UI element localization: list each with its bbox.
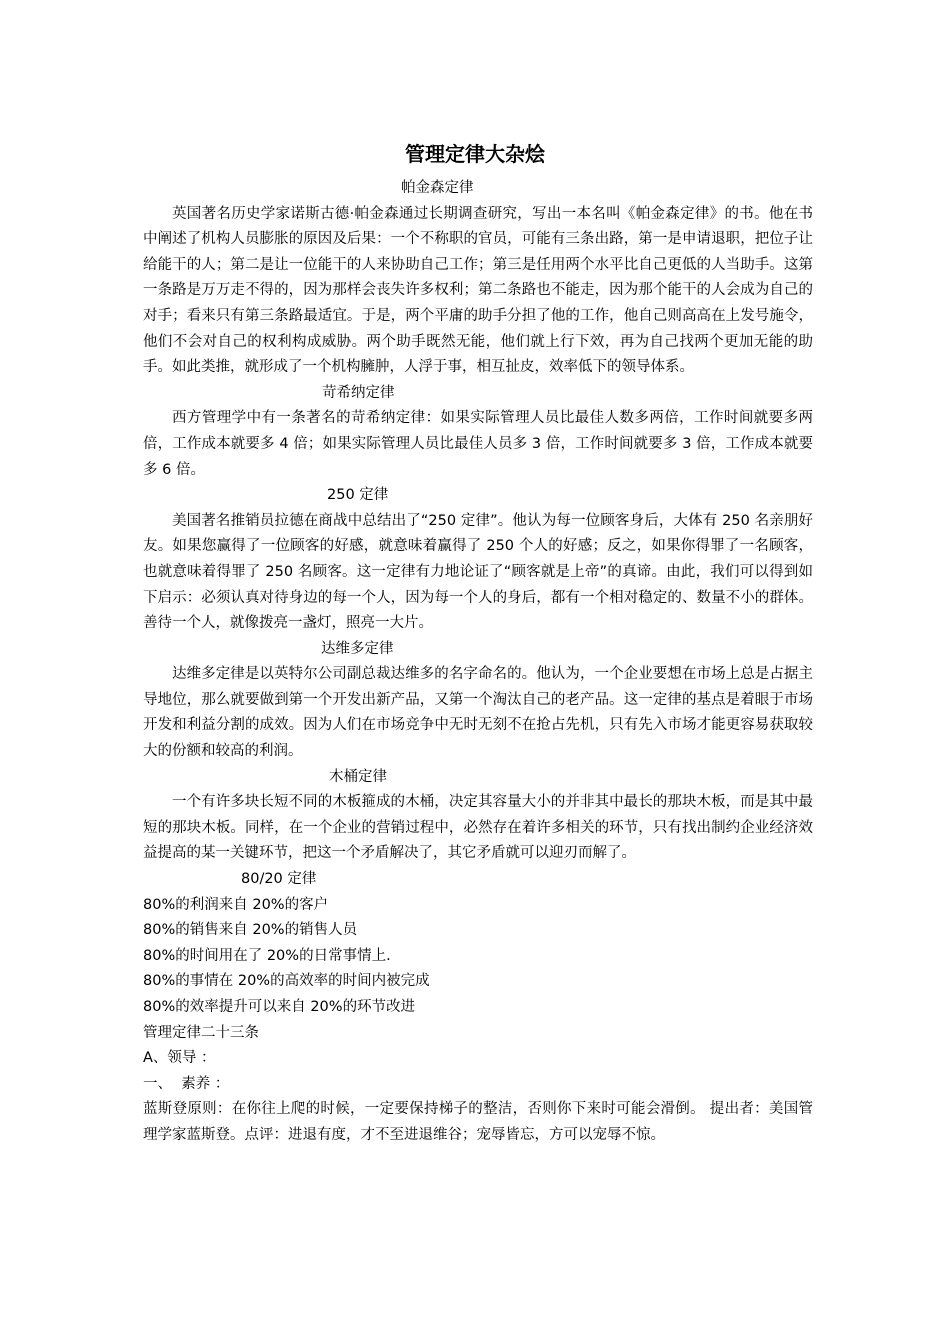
section-body-250: 美国著名推销员拉德在商战中总结出了“250 定律”。他认为每一位顾客身后，大体有 250 名亲朋好友。如果您赢得了一位顾客的好感，就意味着赢得了 250 个人的好感；反之，如果你得罪了一名顾客，也就意味着得罪了 250 名顾客。这一定律有力地论证了“顾客就是上帝”的真谛。由此，我们可以得到如下启示：必须认真对待身边的每一个人，因为每一个人的身后，都有一个相对稳定的、数量不小的群体。善待一个人，就像拨亮一盏灯，照亮一大片。 bbox=[143, 512, 813, 632]
list-item: 80%的事情在 20%的高效率的时间内被完成 bbox=[143, 973, 430, 990]
section-heading-davidow: 达维多定律 bbox=[321, 640, 394, 657]
section-heading-twentythree: 管理定律二十三条 bbox=[143, 1024, 259, 1041]
list-item: 80%的销售来自 20%的销售人员 bbox=[143, 922, 358, 939]
section-body-bucket: 一个有许多块长短不同的木板箍成的木桶，决定其容量大小的并非其中最长的那块木板，而是其中最短的那块木板。同样，在一个企业的营销过程中，必然存在着许多相关的环节，只有找出制约企业经济效益提高的某一关键环节，把这一个矛盾解决了，其它矛盾就可以迎刃而解了。 bbox=[143, 794, 813, 862]
section-body-parkinson: 英国著名历史学家诺斯古德·帕金森通过长期调查研究，写出一本名叫《帕金森定律》的书。他在书中阐述了机构人员膨胀的原因及后果：一个不称职的官员，可能有三条出路，第一是申请退职，把位子让给能干的人；第二是让一位能干的人来协助自己工作；第三是任用两个水平比自己更低的人当助手。这第一条路是万万走不得的，因为那样会丧失许多权利；第二条路也不能走，因为那个能干的人会成为自己的对手；看来只有第三条路最适宜。于是，两个平庸的助手分担了他的工作，他自己则高高在上发号施令，他们不会对自己的权利构成威胁。两个助手既然无能，他们就上行下效，再为自己找两个更加无能的助手。如此类推，就形成了一个机构臃肿，人浮于事，相互扯皮，效率低下的领导体系。 bbox=[143, 205, 813, 376]
document-title: 管理定律大杂烩 bbox=[405, 142, 545, 166]
list-item: 80%的利润来自 20%的客户 bbox=[143, 896, 329, 913]
section-heading-gossen: 苛希纳定律 bbox=[322, 384, 395, 401]
section-body-gossen: 西方管理学中有一条著名的苛希纳定律：如果实际管理人员比最佳人数多两倍，工作时间就要多两倍，工作成本就要多 4 倍；如果实际管理人员比最佳人员多 3 倍，工作时间就要多 3 倍，工作成本就要多 6 倍。 bbox=[143, 410, 813, 478]
list-item: 80%的时间用在了 20%的日常事情上. bbox=[143, 947, 391, 964]
section-heading-8020: 80/20 定律 bbox=[241, 871, 317, 888]
document-body bbox=[143, 176, 813, 1149]
section-heading-parkinson: 帕金森定律 bbox=[401, 180, 474, 196]
section-body-davidow: 达维多定律是以英特尔公司副总裁达维多的名字命名的。他认为，一个企业要想在市场上总是占据主导地位，那么就要做到第一个开发出新产品，又第一个淘汰自己的老产品。这一定律的基点是着眼于市场开发和利益分割的成效。因为人们在市场竞争中无时无刻不在抢占先机，只有先入市场才能更容易获取较大的份额和较高的利润。 bbox=[143, 666, 813, 760]
section-body-lansden: 蓝斯登原则：在你往上爬的时候，一定要保持梯子的整洁，否则你下来时可能会滑倒。 提出者：美国管理学家蓝斯登。点评：进退有度，才不至进退维谷；宠辱皆忘，方可以宠辱不惊。 bbox=[143, 1101, 813, 1143]
section-heading-250: 250 定律 bbox=[327, 487, 389, 504]
subheading-qualities: 一、 素养 ： bbox=[143, 1075, 230, 1092]
section-heading-bucket: 木桶定律 bbox=[329, 768, 387, 785]
list-item: 80%的效率提升可以来自 20%的环节改进 bbox=[143, 999, 416, 1015]
subheading-leadership: A、领导 ： bbox=[143, 1050, 216, 1067]
